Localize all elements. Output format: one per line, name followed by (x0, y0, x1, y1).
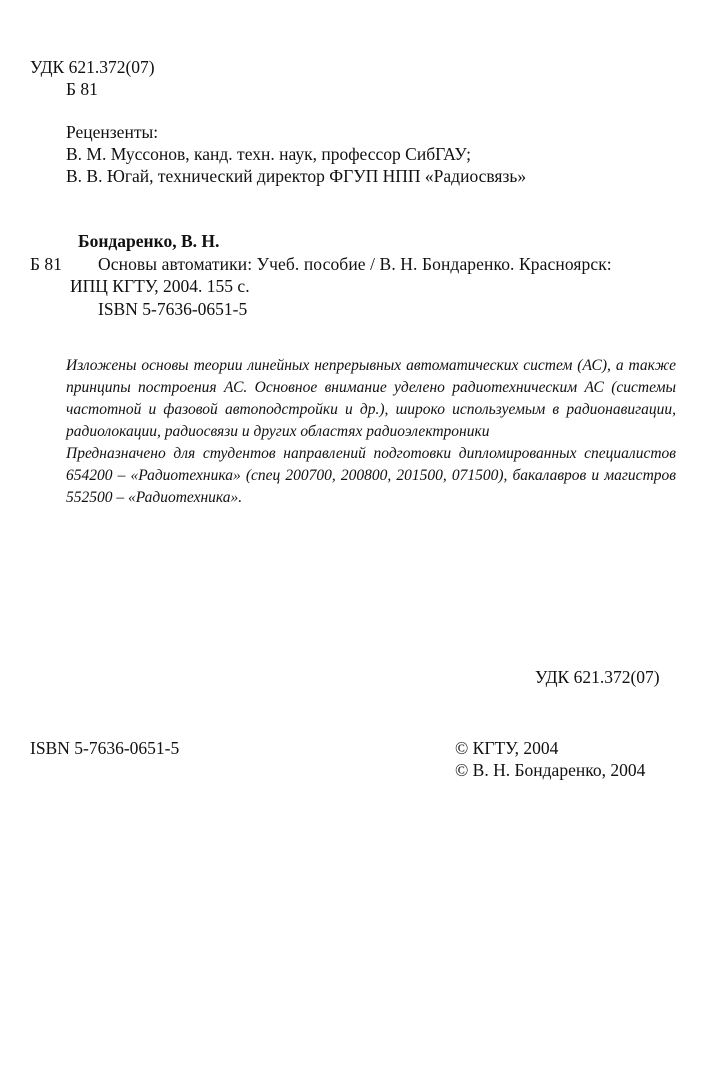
copyright-author: © В. Н. Бондаренко, 2004 (455, 760, 646, 780)
catalog-author: Бондаренко, В. Н. (78, 231, 220, 251)
copyright-kgtu: © КГТУ, 2004 (455, 738, 559, 758)
isbn-bottom: ISBN 5-7636-0651-5 (30, 738, 180, 758)
udk-bottom: УДК 621.372(07) (535, 667, 660, 687)
udk-top: УДК 621.372(07) (30, 57, 155, 77)
catalog-code: Б 81 (30, 254, 62, 274)
reviewer-2: В. В. Югай, технический директор ФГУП НПП «Радиосвязь» (66, 166, 527, 186)
reviewer-1: В. М. Муссонов, канд. техн. наук, профессор СибГАУ; (66, 144, 471, 164)
abstract-block (66, 355, 676, 509)
abstract-paragraph-1: Изложены основы теории линейных непрерывных автоматических систем (АС), а также принципы построения АС. Основное внимание уделено радиотехническим АС (системы частотной и фазовой автоподстройки и др.), широко используемым в радионавигации, радиолокации, радиосвязи и других областях радиоэлектроники (66, 357, 676, 440)
bbk-code: Б 81 (66, 79, 98, 99)
reviewers-heading: Рецензенты: (66, 122, 159, 142)
catalog-publisher-line: ИПЦ КГТУ, 2004. 155 с. (70, 276, 250, 296)
catalog-isbn: ISBN 5-7636-0651-5 (98, 299, 248, 319)
abstract-paragraph-2: Предназначено для студентов направлений подготовки дипломированных специалистов 654200 – «Радиотехника» (спец 200700, 200800, 201500, 071500), бакалавров и магистров 552500 – «Радиотехника». (66, 445, 676, 506)
catalog-title-line: Основы автоматики: Учеб. пособие / В. Н. Бондаренко. Красноярск: (98, 254, 612, 274)
